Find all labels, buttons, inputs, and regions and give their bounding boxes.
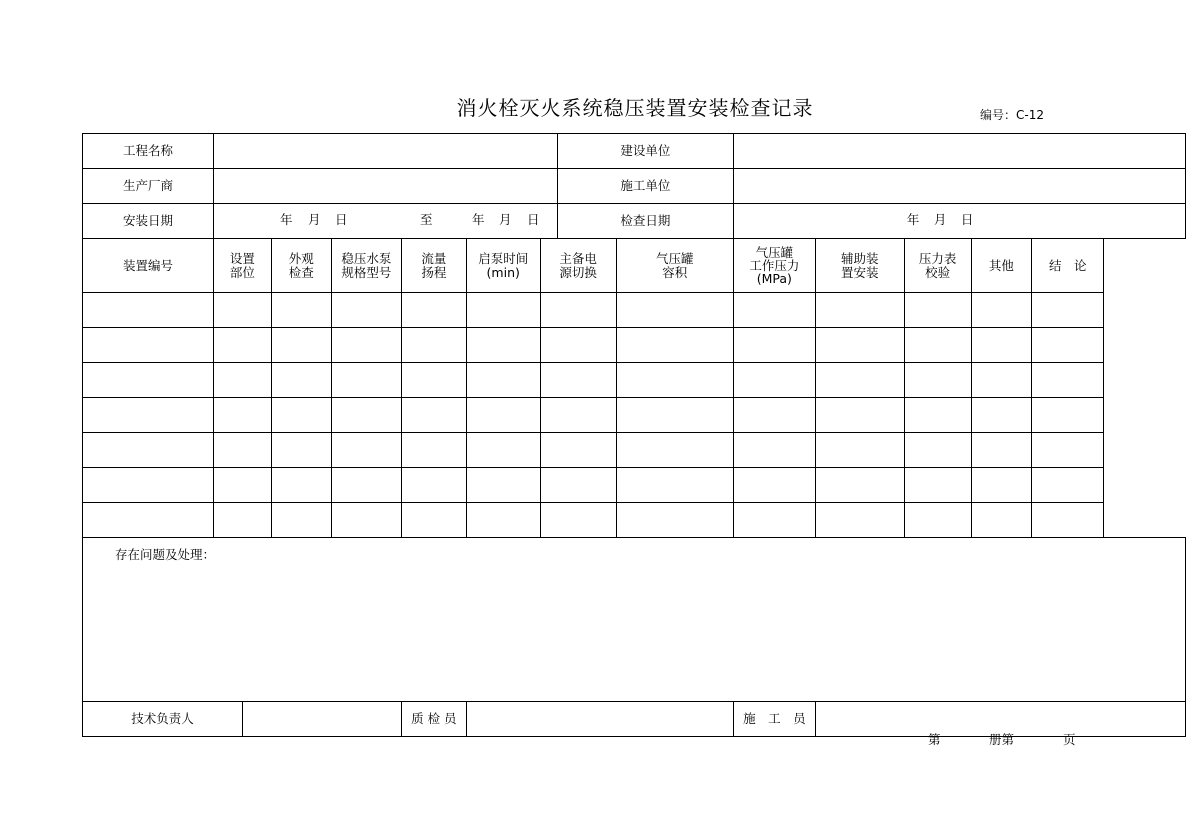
table-cell[interactable]	[1032, 328, 1104, 363]
table-cell[interactable]	[904, 328, 971, 363]
table-cell[interactable]	[214, 363, 272, 398]
column-header-line: 辅助装	[840, 251, 879, 267]
table-cell[interactable]	[401, 363, 466, 398]
table-cell[interactable]	[466, 328, 540, 363]
table-cell[interactable]	[466, 468, 540, 503]
column-header	[815, 239, 904, 293]
install-to-month: 月	[499, 212, 512, 227]
install-from-year: 年	[280, 212, 293, 227]
field-builder[interactable]	[733, 134, 1185, 169]
table-cell[interactable]	[83, 293, 214, 328]
table-cell[interactable]	[271, 503, 331, 538]
table-cell[interactable]	[466, 363, 540, 398]
install-to-label: 至	[420, 212, 433, 227]
table-cell[interactable]	[331, 293, 401, 328]
table-cell[interactable]	[616, 398, 733, 433]
issues-label: 存在问题及处理：	[115, 547, 216, 562]
table-cell[interactable]	[271, 363, 331, 398]
table-cell[interactable]	[1032, 468, 1104, 503]
table-cell[interactable]	[271, 433, 331, 468]
install-from-day: 日	[335, 212, 348, 227]
table-cell[interactable]	[616, 433, 733, 468]
table-cell[interactable]	[83, 433, 214, 468]
table-cell[interactable]	[214, 468, 272, 503]
table-cell[interactable]	[971, 433, 1031, 468]
column-header-line: 校验	[925, 264, 951, 280]
label-builder: 建设单位	[557, 134, 733, 169]
table-cell[interactable]	[540, 503, 616, 538]
table-cell[interactable]	[271, 328, 331, 363]
table-cell[interactable]	[733, 328, 815, 363]
table-cell[interactable]	[401, 398, 466, 433]
table-cell[interactable]	[83, 468, 214, 503]
column-header-line: 稳压水泵	[341, 251, 392, 267]
inspect-day: 日	[960, 212, 974, 227]
table-cell[interactable]	[971, 468, 1031, 503]
column-header	[271, 239, 331, 293]
column-header	[540, 239, 616, 293]
table-cell[interactable]	[1032, 398, 1104, 433]
column-header-line: (MPa)	[756, 271, 792, 287]
table-cell[interactable]	[331, 503, 401, 538]
field-project-name[interactable]	[214, 134, 558, 169]
column-header	[971, 239, 1031, 293]
field-tech-lead[interactable]	[242, 702, 401, 737]
table-cell[interactable]	[1032, 503, 1104, 538]
table-cell[interactable]	[971, 328, 1031, 363]
table-cell[interactable]	[540, 328, 616, 363]
install-from-month: 月	[308, 212, 321, 227]
table-row	[83, 363, 1186, 398]
table-cell[interactable]	[971, 363, 1031, 398]
label-contractor: 施工单位	[557, 169, 733, 204]
table-cell[interactable]	[271, 293, 331, 328]
field-install-date[interactable]	[214, 204, 558, 239]
column-header-line: 外观	[288, 251, 314, 267]
field-manufacturer[interactable]	[214, 169, 558, 204]
table-cell[interactable]	[401, 293, 466, 328]
table-cell[interactable]	[540, 468, 616, 503]
table-cell[interactable]	[214, 433, 272, 468]
label-project-name: 工程名称	[83, 134, 214, 169]
table-cell[interactable]	[331, 433, 401, 468]
inspection-form-table	[82, 133, 1186, 737]
table-cell[interactable]	[616, 328, 733, 363]
inspect-month: 月	[933, 212, 947, 227]
table-cell[interactable]	[815, 293, 904, 328]
table-cell[interactable]	[214, 293, 272, 328]
column-header-line: 检查	[288, 264, 314, 280]
table-cell[interactable]	[83, 328, 214, 363]
table-cell[interactable]	[904, 293, 971, 328]
column-header-line: 置安装	[840, 264, 879, 280]
column-header-line: 其他	[988, 257, 1014, 273]
row-signatures	[83, 702, 1186, 737]
table-cell[interactable]	[540, 433, 616, 468]
table-cell[interactable]	[733, 398, 815, 433]
install-to-year: 年	[472, 212, 485, 227]
table-cell[interactable]	[540, 363, 616, 398]
column-header-line: 结 论	[1048, 257, 1087, 273]
table-cell[interactable]	[733, 433, 815, 468]
table-cell[interactable]	[616, 503, 733, 538]
table-cell[interactable]	[466, 433, 540, 468]
table-cell[interactable]	[331, 398, 401, 433]
table-cell[interactable]	[214, 503, 272, 538]
column-header-line: 主备电	[559, 251, 597, 267]
table-cell[interactable]	[733, 468, 815, 503]
column-header	[331, 239, 401, 293]
table-cell[interactable]	[271, 398, 331, 433]
field-contractor[interactable]	[733, 169, 1185, 204]
column-header-line: 容积	[662, 264, 688, 280]
table-cell[interactable]	[1032, 293, 1104, 328]
column-header-line: 装置编号	[123, 257, 174, 273]
table-cell[interactable]	[331, 363, 401, 398]
field-inspector[interactable]	[466, 702, 733, 737]
table-cell[interactable]	[466, 398, 540, 433]
table-cell[interactable]	[271, 468, 331, 503]
table-cell[interactable]	[971, 503, 1031, 538]
column-header	[83, 239, 214, 293]
column-header-line: 部位	[229, 264, 255, 280]
table-cell[interactable]	[971, 293, 1031, 328]
table-cell[interactable]	[83, 398, 214, 433]
data-rows	[83, 293, 1186, 538]
table-cell[interactable]	[733, 293, 815, 328]
table-cell[interactable]	[401, 503, 466, 538]
table-row	[83, 398, 1186, 433]
table-cell[interactable]	[466, 293, 540, 328]
label-inspector: 质 检 员	[401, 702, 466, 737]
table-cell[interactable]	[214, 398, 272, 433]
table-cell[interactable]	[83, 503, 214, 538]
table-cell[interactable]	[1032, 433, 1104, 468]
column-header	[401, 239, 466, 293]
table-row	[83, 433, 1186, 468]
table-cell[interactable]	[616, 468, 733, 503]
column-header-line: 设置	[229, 251, 255, 267]
column-header-row	[83, 239, 1186, 293]
row-project	[83, 134, 1186, 169]
table-cell[interactable]	[331, 328, 401, 363]
column-header	[616, 239, 733, 293]
column-header-line: 压力表	[918, 251, 957, 267]
table-cell[interactable]	[971, 398, 1031, 433]
table-cell[interactable]	[83, 363, 214, 398]
pager-page: 页	[1063, 732, 1076, 747]
column-header	[214, 239, 272, 293]
table-cell[interactable]	[815, 328, 904, 363]
column-header-line: 规格型号	[341, 264, 392, 280]
table-cell[interactable]	[733, 363, 815, 398]
label-worker: 施 工 员	[733, 702, 815, 737]
table-cell[interactable]	[401, 328, 466, 363]
inspect-year: 年	[906, 212, 920, 227]
table-row	[83, 328, 1186, 363]
table-cell[interactable]	[904, 398, 971, 433]
label-tech-lead: 技术负责人	[83, 702, 243, 737]
table-cell[interactable]	[904, 503, 971, 538]
install-to-day: 日	[527, 212, 540, 227]
column-header-line: 源切换	[559, 264, 597, 280]
table-cell[interactable]	[815, 503, 904, 538]
table-cell[interactable]	[815, 398, 904, 433]
table-row	[83, 503, 1186, 538]
table-cell[interactable]	[815, 363, 904, 398]
column-header-line: 扬程	[421, 264, 447, 280]
table-cell[interactable]	[815, 468, 904, 503]
row-issues	[83, 538, 1186, 702]
table-cell[interactable]	[466, 503, 540, 538]
form-code: 编号：C-12	[980, 108, 1044, 122]
row-dates	[83, 204, 1186, 239]
table-cell[interactable]	[616, 363, 733, 398]
column-header	[733, 239, 815, 293]
label-manufacturer: 生产厂商	[83, 169, 214, 204]
label-install-date: 安装日期	[83, 204, 214, 239]
column-header-line: 流量	[421, 251, 447, 267]
field-inspect-date[interactable]	[733, 204, 1185, 239]
column-header-line: 气压罐	[755, 244, 794, 260]
table-row	[83, 293, 1186, 328]
table-cell[interactable]	[733, 503, 815, 538]
table-cell[interactable]	[540, 293, 616, 328]
column-header-line: 工作压力	[749, 257, 800, 273]
table-cell[interactable]	[331, 468, 401, 503]
pager-di: 第	[928, 732, 941, 747]
table-cell[interactable]	[401, 468, 466, 503]
table-cell[interactable]	[401, 433, 466, 468]
column-header	[466, 239, 540, 293]
table-cell[interactable]	[904, 363, 971, 398]
table-cell[interactable]	[815, 433, 904, 468]
table-cell[interactable]	[214, 328, 272, 363]
table-cell[interactable]	[904, 468, 971, 503]
table-cell[interactable]	[540, 398, 616, 433]
table-row	[83, 468, 1186, 503]
row-manufacturer	[83, 169, 1186, 204]
column-header	[904, 239, 971, 293]
pager-volume: 册第	[989, 732, 1015, 747]
issues-field[interactable]	[83, 538, 1186, 702]
table-cell[interactable]	[616, 293, 733, 328]
column-header-line: (min)	[486, 264, 520, 280]
label-inspect-date: 检查日期	[557, 204, 733, 239]
column-header-line: 气压罐	[655, 251, 694, 267]
form-title: 消火栓灭火系统稳压装置安装检查记录	[456, 96, 814, 120]
column-header	[1032, 239, 1104, 293]
column-header-line: 启泵时间	[478, 251, 529, 267]
table-cell[interactable]	[1032, 363, 1104, 398]
table-cell[interactable]	[904, 433, 971, 468]
